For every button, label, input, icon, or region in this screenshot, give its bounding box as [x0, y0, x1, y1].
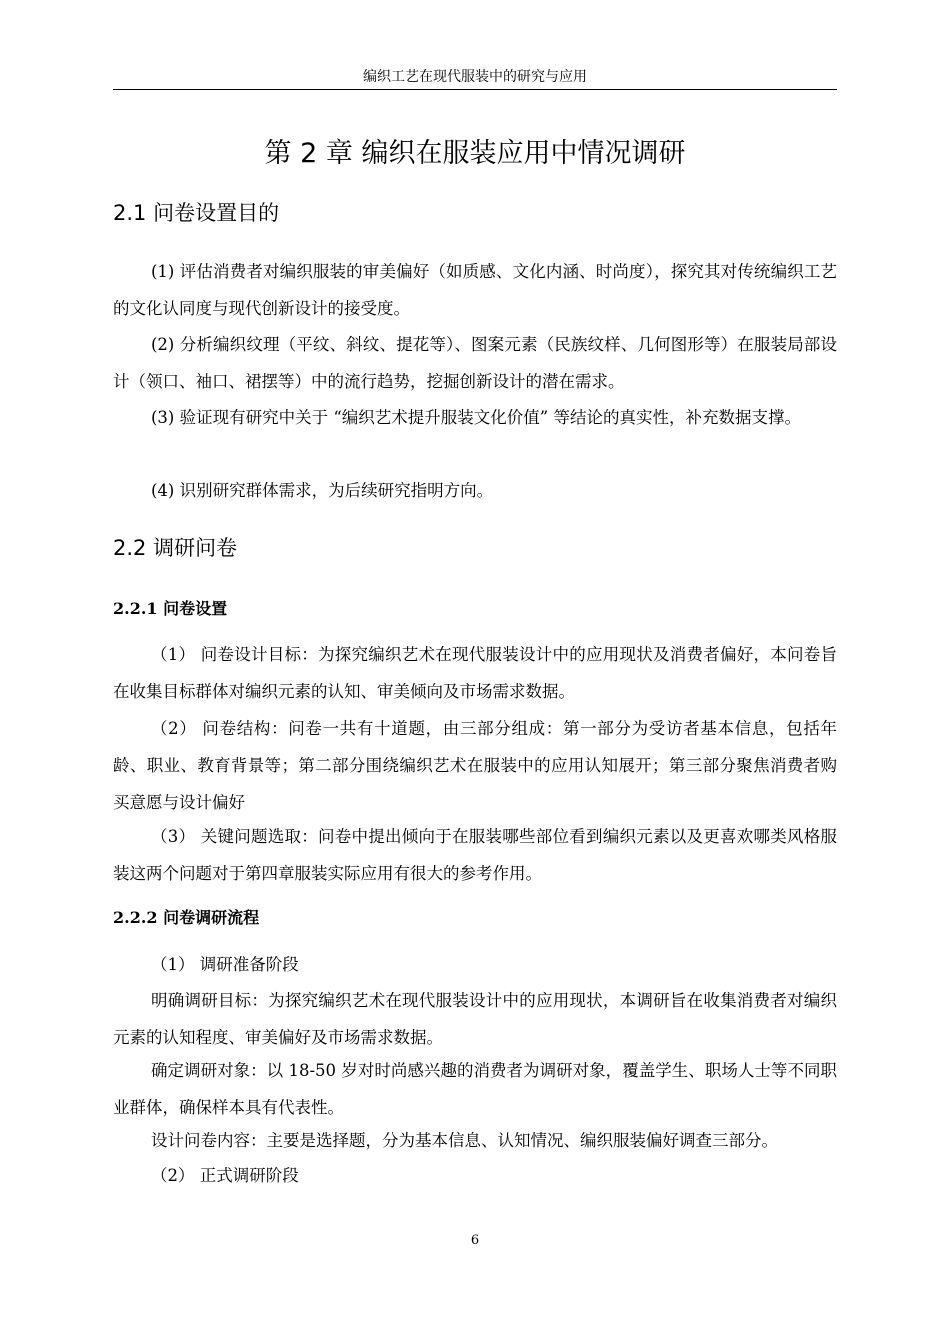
paragraph-2-1-3: (3) 验证现有研究中关于 “编织艺术提升服装文化价值” 等结论的真实性，补充数据支撑。 [151, 408, 801, 427]
subsection-heading-2-2-1: 2.2.1 问卷设置 [113, 599, 228, 618]
running-header: 编织工艺在现代服装中的研究与应用 [363, 69, 587, 85]
paragraph-2-1-4: (4) 识别研究群体需求，为后续研究指明方向。 [151, 481, 494, 500]
paragraph-2-2-2-1: 明确调研目标：为探究编织艺术在现代服装设计中的应用现状，本调研旨在收集消费者对编织元素的认知程度、审美偏好及市场需求数据。 [113, 991, 837, 1047]
section-heading-2-2: 2.2 调研问卷 [113, 536, 238, 560]
paragraph-2-1-2: (2) 分析编织纹理（平纹、斜纹、提花等）、图案元素（民族纹样、几何图形等）在服装局部设计（领口、袖口、裙摆等）中的流行趋势，挖掘创新设计的潜在需求。 [113, 335, 837, 391]
chapter-title: 第 2 章 编织在服装应用中情况调研 [264, 138, 686, 169]
section-heading-2-1: 2.1 问卷设置目的 [113, 201, 280, 225]
subsection-heading-2-2-2: 2.2.2 问卷调研流程 [113, 908, 260, 927]
paragraph-2-2-2-2: 确定调研对象：以 18-50 岁对时尚感兴趣的消费者为调研对象，覆盖学生、职场人士等不同职业群体，确保样本具有代表性。 [113, 1061, 837, 1117]
stage-label-1: （1） 调研准备阶段 [151, 955, 299, 974]
page-number: 6 [470, 1233, 480, 1248]
paragraph-2-2-1-1: （1） 问卷设计目标：为探究编织艺术在现代服装设计中的应用现状及消费者偏好，本问卷旨在收集目标群体对编织元素的认知、审美倾向及市场需求数据。 [113, 645, 837, 701]
header-divider [113, 89, 837, 90]
stage-label-2: （2） 正式调研阶段 [151, 1166, 299, 1185]
paragraph-2-1-1: (1) 评估消费者对编织服装的审美偏好（如质感、文化内涵、时尚度），探究其对传统编织工艺的文化认同度与现代创新设计的接受度。 [113, 262, 837, 318]
paragraph-2-2-1-2: （2） 问卷结构：问卷一共有十道题，由三部分组成：第一部分为受访者基本信息，包括年龄、职业、教育背景等；第二部分围绕编织艺术在服装中的应用认知展开；第三部分聚焦消费者购买意愿与设计偏好 [113, 719, 837, 812]
paragraph-2-2-1-3: （3） 关键问题选取：问卷中提出倾向于在服装哪些部位看到编织元素以及更喜欢哪类风格服装这两个问题对于第四章服装实际应用有很大的参考作用。 [113, 827, 837, 883]
paragraph-2-2-2-3: 设计问卷内容：主要是选择题，分为基本信息、认知情况、编织服装偏好调查三部分。 [151, 1131, 778, 1150]
